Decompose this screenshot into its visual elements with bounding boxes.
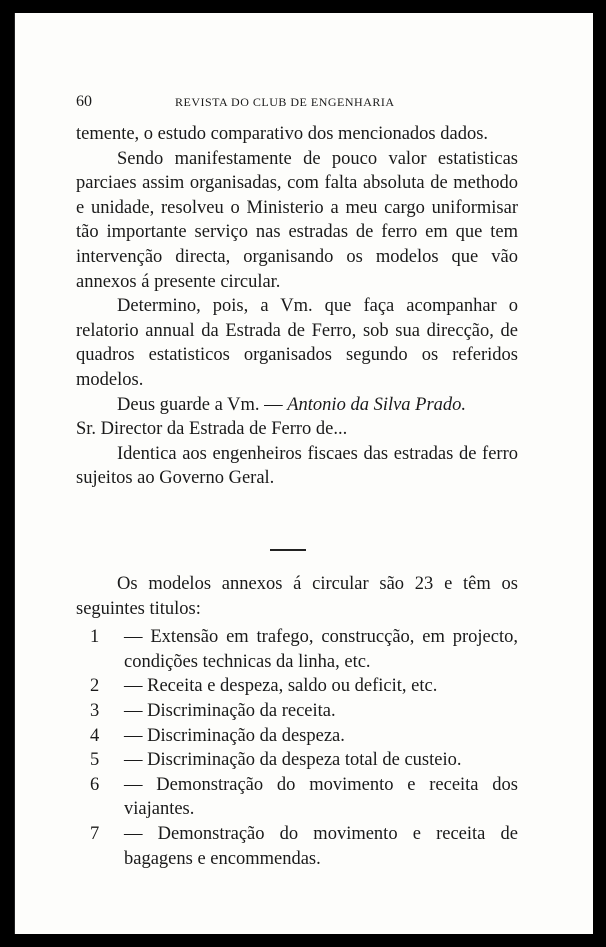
list-item (76, 822, 518, 871)
body-text (76, 122, 518, 491)
list-item-text: — Receita e despeza, saldo ou deficit, etc. (124, 676, 438, 697)
list-item-text: — Extensão em trafego, construcção, em projecto, condições technicas da linha, etc. (124, 627, 518, 672)
list-item-number: 3 (90, 700, 100, 721)
list-item-number: 5 (90, 750, 100, 771)
paragraph-6: Identica aos engenheiros fiscaes das estradas de ferro sujeitos ao Governo Geral. (76, 443, 518, 489)
paragraph-2: Sendo manifestamente de pouco valor estatisticas parciaes assim organisadas, com falta absoluta de methodo e unidade, resolveu o Ministerio a meu cargo uniformisar tão importante serviço nas estradas de ferro em que tem intervenção directa, organisando os modelos que vão annexos á presente circular. (76, 148, 518, 292)
list-item-number: 1 (90, 627, 100, 648)
list-item (76, 625, 518, 674)
list-item-number: 2 (90, 676, 100, 697)
page-header (76, 93, 516, 113)
paragraph-5: Sr. Director da Estrada de Ferro de... (76, 419, 348, 440)
list-item-text: — Discriminação da despeza total de custeio. (124, 750, 462, 771)
paragraph-1: temente, o estudo comparativo dos mencionados dados. (76, 124, 489, 144)
list-item-text: — Discriminação da receita. (124, 700, 336, 721)
signature: Antonio da Silva Prado. (287, 394, 467, 415)
list-item (76, 773, 518, 822)
models-list (76, 625, 518, 871)
list-item-text: — Demonstração do movimento e receita de bagagens e encommendas. (124, 823, 518, 869)
models-section (76, 572, 518, 871)
list-item-number: 6 (90, 774, 100, 795)
closing-phrase: Deus guarde a Vm. — (117, 394, 288, 415)
list-item (76, 699, 518, 724)
list-item-number: 4 (90, 725, 100, 746)
page-number: 60 (76, 93, 92, 110)
list-item (76, 748, 518, 773)
paragraph-4 (76, 393, 518, 418)
list-item (76, 724, 518, 749)
list-item-text: — Discriminação da despeza. (124, 725, 345, 746)
list-item-number: 7 (90, 823, 100, 844)
running-title: REVISTA DO CLUB DE ENGENHARIA (175, 95, 395, 109)
section-divider (270, 549, 306, 551)
paragraph-3: Determino, pois, a Vm. que faça acompanhar o relatorio annual da Estrada de Ferro, sob sua direcção, de quadros estatisticos organisados segundo os referidos modelos. (76, 296, 518, 390)
list-item (76, 674, 518, 699)
list-item-text: — Demonstração do movimento e receita dos viajantes. (124, 774, 518, 820)
models-intro: Os modelos annexos á circular são 23 e têm os seguintes titulos: (76, 574, 518, 619)
